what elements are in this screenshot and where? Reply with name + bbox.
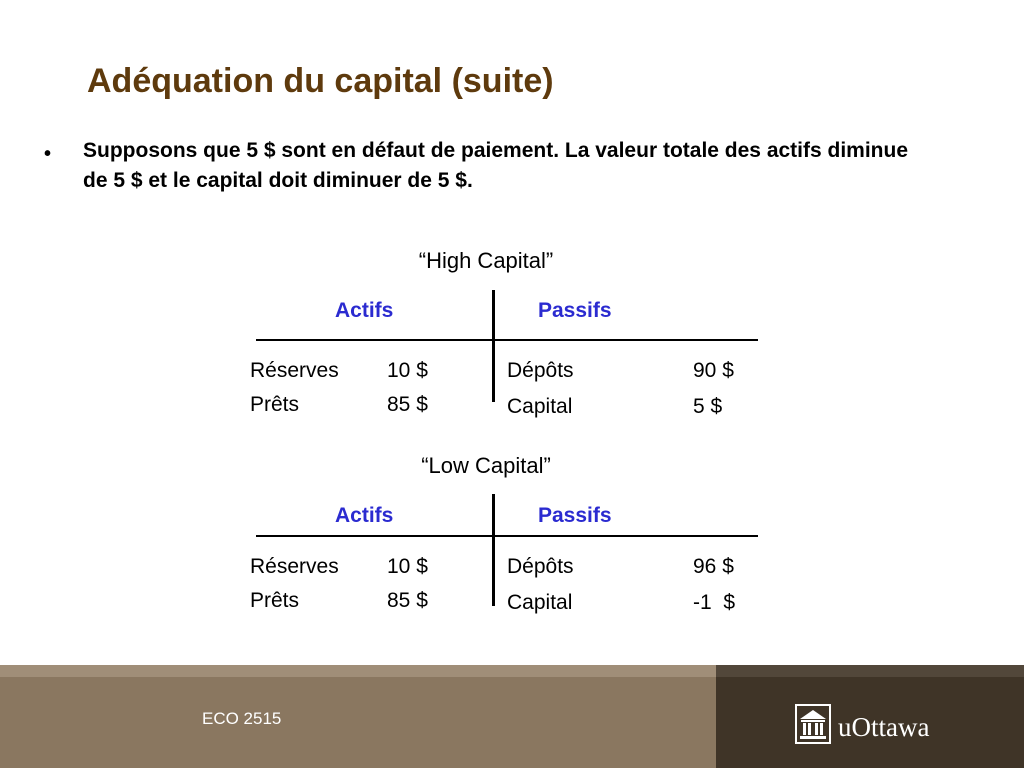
uottawa-logo-text: uOttawa [838,712,930,742]
high-capital-asset-label: Réserves [250,359,339,382]
low-capital-asset-value: 10 $ [387,555,428,578]
high-capital-liability-label: Capital [507,395,573,418]
low-capital-liabilities-header: Passifs [538,504,612,527]
low-capital-horizontal-rule [256,535,758,537]
high-capital-liability-value: 5 $ [693,395,723,418]
high-capital-horizontal-rule [256,339,758,341]
high-capital-asset-label: Prêts [250,393,300,416]
low-capital-vertical-rule [492,494,495,606]
high-capital-vertical-rule [492,290,495,402]
high-capital-heading: “High Capital” [418,248,554,273]
university-building-icon [795,704,831,749]
low-capital-assets-header: Actifs [335,504,394,527]
high-capital-asset-value: 10 $ [387,359,428,382]
low-capital-liability-label: Capital [507,591,573,614]
high-capital-liability-label: Dépôts [507,359,574,382]
high-capital-liability-value: 90 $ [693,359,734,382]
course-code: ECO 2515 [202,709,282,728]
high-capital-assets-header: Actifs [335,299,394,322]
high-capital-liabilities-header: Passifs [538,299,612,322]
low-capital-liability-value: 96 $ [693,555,734,578]
high-capital-asset-value: 85 $ [387,393,428,416]
low-capital-liability-value: -1 $ [693,591,736,614]
footer-left-band [0,665,716,768]
bullet-text: Supposons que 5 $ sont en défaut de paiement. La valeur totale des actifs diminue de 5 $ et le capital doit diminuer de 5 $. [83,139,909,192]
slide-title: Adéquation du capital (suite) [87,62,554,100]
low-capital-asset-label: Réserves [250,555,339,578]
bullet-marker: • [44,143,52,165]
low-capital-asset-label: Prêts [250,589,300,612]
low-capital-liability-label: Dépôts [507,555,574,578]
low-capital-asset-value: 85 $ [387,589,428,612]
low-capital-heading: “Low Capital” [421,453,551,478]
